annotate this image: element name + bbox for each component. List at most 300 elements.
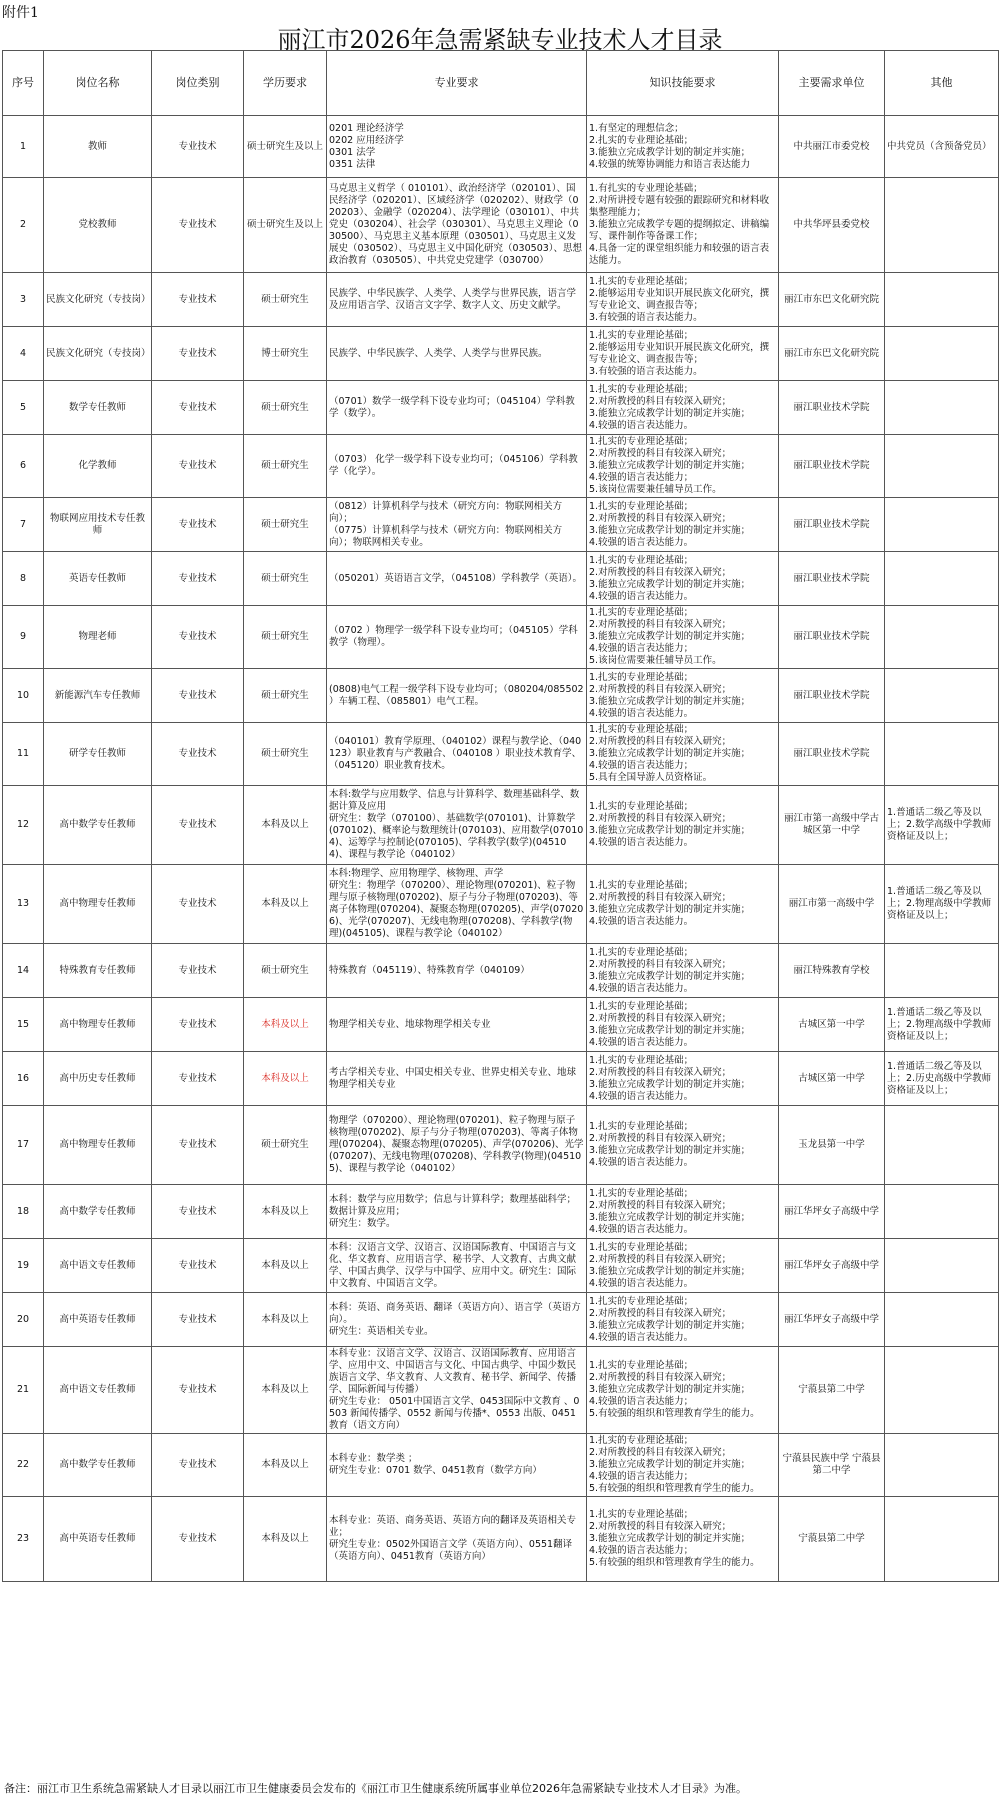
major-requirement [327,1185,587,1239]
major-line: 0201 理论经济学 [329,122,404,134]
position-category: 专业技术 [152,435,244,498]
position-name: 高中语文专任教师 [44,1347,152,1434]
table-row [3,865,999,944]
major-requirement [327,381,587,435]
table-header-row [3,51,999,116]
position-name: 高中语文专任教师 [44,1239,152,1293]
major-line: 研究生专业：0502外国语言文学（英语方向）、0551翻译（英语方向）、0451教育（英语方向） [329,1539,573,1562]
hiring-unit: 丽江职业技术学院 [779,381,885,435]
major-line: （0775）计算机科学与技术（研究方向：物联网相关方向）；物联网相关专业。 [329,524,563,548]
position-name: 高中英语专任教师 [44,1497,152,1582]
major-line: 研究生专业： 0501中国语言文学、0453国际中文教育 、0503 新闻传播学、0552 新闻与传播*、0553 出版、0451教育（语文方向） [329,1396,580,1431]
skill-line: 1.扎实的专业理论基础； [589,1241,694,1253]
skill-line: 1.有扎实的专业理论基础； [589,183,703,194]
education-requirement: 硕士研究生 [244,944,327,998]
education-requirement: 本科及以上 [244,1239,327,1293]
skill-line: 3.能独立完成教学计划的制定并实施； [589,1024,751,1036]
row-number: 19 [3,1239,44,1293]
table-row [3,606,999,669]
position-category: 专业技术 [152,998,244,1052]
skill-line: 4.较强的语言表达能力。 [589,1223,694,1235]
table-row [3,1434,999,1497]
position-name: 高中物理专任教师 [44,865,152,944]
position-name: 民族文化研究（专技岗） [44,273,152,327]
position-category: 专业技术 [152,1293,244,1347]
row-number: 5 [3,381,44,435]
major-requirement [327,944,587,998]
education-requirement: 硕士研究生 [244,273,327,327]
skill-line: 2.对所教授的科目有较深入研究； [589,1307,732,1319]
skill-line: 4.较强的语言表达能力。 [589,1331,694,1343]
page-title: 丽江市2026年急需紧缺专业技术人才目录 [277,26,723,54]
skill-line: 3.能独立完成教学计划的制定并实施； [589,146,751,158]
position-name: 高中英语专任教师 [44,1293,152,1347]
skill-line: 2.对所讲授专题有较强的跟踪研究和材料收集整理能力； [589,195,770,218]
position-name: 特殊教育专任教师 [44,944,152,998]
table-row [3,435,999,498]
hiring-unit: 中共丽江市委党校 [779,116,885,178]
skill-requirement [587,435,779,498]
row-number: 16 [3,1052,44,1106]
skill-line: 1.扎实的专业理论基础； [589,1054,694,1066]
major-line: 0301 法学 [329,146,376,158]
position-category: 专业技术 [152,1185,244,1239]
hiring-unit: 丽江市第一高级中学 [779,865,885,944]
position-category: 专业技术 [152,1239,244,1293]
skill-line: 2.扎实的专业理论基础； [589,134,694,146]
education-requirement: 硕士研究生 [244,606,327,669]
other-requirement [885,606,999,669]
position-name: 研学专任教师 [44,723,152,786]
skill-requirement [587,786,779,865]
major-requirement [327,669,587,723]
skill-line: 4.较强的语言表达能力。 [589,1090,694,1102]
major-line: 本科：英语、商务英语、翻译（英语方向）、语言学（英语方向）。 [329,1301,581,1325]
other-requirement [885,498,999,552]
skill-line: 3.能独立完成教学专题的提纲拟定、讲稿编写、课件制作等备课工作； [589,219,770,242]
hiring-unit: 宁蒗县第二中学 [779,1347,885,1434]
skill-requirement [587,606,779,669]
major-requirement [327,1106,587,1185]
skill-line: 2.对所教授的科目有较深入研究； [589,1066,732,1078]
skill-line: 4.较强的语言表达能力。 [589,1157,694,1168]
table-row [3,498,999,552]
skill-line: 1.扎实的专业理论基础； [589,1509,694,1520]
hiring-unit: 中共华坪县委党校 [779,178,885,273]
major-line: 物理学（070200）、理论物理(070201)、粒子物理与原子核物理(070202)、原子与分子物理(070203)、等离子体物理(070204)、凝聚态物理(070205)、声学(070206)、光学(070207)、无线电物理(070208)、学科教学(物理)(045105)、课程与教学论（040102） [329,1115,584,1174]
hiring-unit: 丽江特殊教育学校 [779,944,885,998]
table-row [3,1497,999,1582]
position-name: 高中数学专任教师 [44,1185,152,1239]
position-category: 专业技术 [152,865,244,944]
education-requirement: 本科及以上 [244,865,327,944]
skill-line: 2.对所教授的科目有较深入研究； [589,512,732,524]
position-name: 高中历史专任教师 [44,1052,152,1106]
header-unit: 主要需求单位 [779,51,885,116]
position-category: 专业技术 [152,1052,244,1106]
hiring-unit: 丽江华坪女子高级中学 [779,1293,885,1347]
other-requirement [885,944,999,998]
major-line: 研究生：物理学（070200）、理论物理(070201)、粒子物理与原子核物理(070202)、原子与分子物理(070203)、等离子体物理(070204)、凝聚态物理(070205)、声学(070206)、光学(070207)、无线电物理(070208)、学科教学(物理)(045105)、课程与教学论（040102） [329,880,584,939]
education-requirement: 本科及以上 [244,1052,327,1106]
position-name: 新能源汽车专任教师 [44,669,152,723]
major-line: 民族学、中华民族学、人类学、人类学与世界民族，语言学及应用语言学、汉语言文字学、数字人文、历史文献学。 [329,287,577,311]
skill-line: 1.扎实的专业理论基础； [589,1121,694,1132]
header-education: 学历要求 [244,51,327,116]
row-number: 20 [3,1293,44,1347]
position-category: 专业技术 [152,944,244,998]
header-skills: 知识技能要求 [587,51,779,116]
skill-line: 2.对所教授的科目有较深入研究； [589,736,732,747]
skill-line: 2.对所教授的科目有较深入研究； [589,619,732,630]
skill-line: 2.对所教授的科目有较深入研究； [589,395,732,407]
table-row [3,178,999,273]
skill-line: 2.对所教授的科目有较深入研究； [589,1012,732,1024]
major-line: 本科专业：汉语言文学、汉语言、汉语国际教育、应用语言学、应用中文、中国语言与文化、中国古典学、中国少数民族语言文学、华文教育、人文教育、秘书学、新闻学、传播学、国际新闻与传播） [329,1348,577,1395]
other-requirement [885,1434,999,1497]
skill-line: 4.较强的语言表达能力； [589,643,694,654]
hiring-unit: 丽江华坪女子高级中学 [779,1185,885,1239]
skill-line: 5.有较强的组织和管理教育学生的能力。 [589,1408,760,1419]
major-line: （0812）计算机科学与技术（研究方向：物联网相关方向）； [329,500,563,524]
skill-line: 1.扎实的专业理论基础； [589,1187,694,1199]
skill-line: 1.扎实的专业理论基础； [589,671,694,683]
position-category: 专业技术 [152,273,244,327]
row-number: 6 [3,435,44,498]
hiring-unit: 丽江职业技术学院 [779,498,885,552]
skill-line: 2.对所教授的科目有较深入研究； [589,1199,732,1211]
header-position-name: 岗位名称 [44,51,152,116]
major-line: 马克思主义哲学（ 010101）、政治经济学（020101）、国民经济学（020201）、区域经济学（020202）、财政学（020203）、金融学（020204）、法学理论（030101）、中共党史（030204）、社会学（030301）、马克思主义理论（030500）、马克思主义基本原理（030501）、马克思主义发展史（030502）、马克思主义中国化研究（030503）、思想政治教育（030505）、中共党史党建学（030700） [329,183,583,266]
major-requirement [327,273,587,327]
skill-line: 4.较强的统筹协调能力和语言表达能力 [589,158,751,170]
position-name: 高中物理专任教师 [44,998,152,1052]
major-line: 物理学相关专业、地球物理学相关专业 [329,1018,491,1030]
skill-line: 3.能独立完成教学计划的制定并实施； [589,904,751,915]
skill-line: 2.能够运用专业知识开展民族文化研究，撰写专业论文、调查报告等； [589,341,770,365]
table-row [3,1239,999,1293]
position-category: 专业技术 [152,1347,244,1434]
major-requirement [327,1239,587,1293]
skill-requirement [587,273,779,327]
skill-requirement [587,669,779,723]
table-row [3,786,999,865]
hiring-unit: 丽江职业技术学院 [779,669,885,723]
hiring-unit: 古城区第一中学 [779,998,885,1052]
skill-line: 3.能独立完成教学计划的制定并实施； [589,631,751,642]
major-requirement [327,1434,587,1497]
major-line: 本科专业：数学类 ； [329,1453,418,1464]
row-number: 17 [3,1106,44,1185]
skill-line: 1.扎实的专业理论基础； [589,1360,694,1371]
skill-line: 3.能独立完成教学计划的制定并实施； [589,1384,751,1395]
skill-line: 1.扎实的专业理论基础； [589,500,694,512]
row-number: 7 [3,498,44,552]
education-requirement: 本科及以上 [244,1347,327,1434]
skill-line: 3.能独立完成教学计划的制定并实施； [589,460,751,471]
major-requirement [327,1347,587,1434]
skill-line: 1.扎实的专业理论基础； [589,1000,694,1012]
major-line: 本科:物理学、应用物理学、核物理、声学 [329,868,504,879]
table-row [3,116,999,178]
skill-line: 3.能独立完成教学计划的制定并实施； [589,748,751,759]
skill-line: 1.扎实的专业理论基础； [589,1435,694,1446]
major-line: 本科：数学与应用数学；信息与计算科学；数理基础科学；数据计算及应用； [329,1193,577,1217]
skill-line: 3.能独立完成教学计划的制定并实施； [589,1459,751,1470]
major-line: （0702 ）物理学一级学科下设专业均可；（045105）学科教学（物理）。 [329,625,578,648]
skill-requirement [587,998,779,1052]
skill-line: 5.有较强的组织和管理教育学生的能力。 [589,1557,760,1568]
skill-requirement [587,498,779,552]
table-row [3,552,999,606]
skill-line: 4.较强的语言表达能力。 [589,536,694,548]
hiring-unit: 丽江市东巴文化研究院 [779,327,885,381]
major-line: （050201）英语语言文学，（045108）学科教学（英语）。 [329,572,583,584]
major-line: 研究生：数学（070100）、基础数学(070101)、计算数学(070102)、概率论与数理统计(070103)、应用数学(070104)、运筹学与控制论(070105)、学科教学(数学)(045104)、课程与教学论（040102） [329,813,584,860]
hiring-unit: 丽江职业技术学院 [779,435,885,498]
skill-line: 4.较强的语言表达能力。 [589,1036,694,1048]
skill-requirement [587,1106,779,1185]
skill-line: 3.能独立完成教学计划的制定并实施； [589,1319,751,1331]
table-row [3,669,999,723]
skill-line: 2.对所教授的科目有较深入研究； [589,892,732,903]
skill-line: 1.扎实的专业理论基础； [589,275,694,287]
position-name: 高中数学专任教师 [44,786,152,865]
skill-line: 2.对所教授的科目有较深入研究； [589,1521,732,1532]
major-requirement [327,116,587,178]
row-number: 21 [3,1347,44,1434]
talent-catalog-table [2,50,999,1582]
other-requirement: 1.普通话二级乙等及以上；2.历史高级中学教师资格证及以上； [885,1052,999,1106]
skill-line: 4.较强的语言表达能力； [589,1396,694,1407]
skill-line: 1.扎实的专业理论基础； [589,724,694,735]
skill-line: 4.较强的语言表达能力； [589,1471,694,1482]
skill-line: 5.该岗位需要兼任辅导员工作。 [589,655,722,666]
table-row [3,327,999,381]
row-number: 15 [3,998,44,1052]
position-name: 英语专任教师 [44,552,152,606]
skill-line: 2.对所教授的科目有较深入研究； [589,813,732,824]
skill-line: 3.能独立完成教学计划的制定并实施； [589,1211,751,1223]
major-requirement [327,1497,587,1582]
skill-requirement [587,178,779,273]
major-line: （0703） 化学一级学科下设专业均可；（045106）学科教学（化学）。 [329,454,578,477]
education-requirement: 硕士研究生 [244,498,327,552]
skill-line: 3.能独立完成教学计划的制定并实施； [589,695,751,707]
major-requirement [327,327,587,381]
education-requirement: 硕士研究生 [244,669,327,723]
skill-line: 2.对所教授的科目有较深入研究； [589,958,732,970]
skill-line: 2.对所教授的科目有较深入研究； [589,1253,732,1265]
position-category: 专业技术 [152,1106,244,1185]
position-category: 专业技术 [152,669,244,723]
position-name: 物理老师 [44,606,152,669]
position-category: 专业技术 [152,116,244,178]
other-requirement [885,1293,999,1347]
position-name: 化学教师 [44,435,152,498]
hiring-unit: 丽江职业技术学院 [779,606,885,669]
hiring-unit: 丽江华坪女子高级中学 [779,1239,885,1293]
hiring-unit: 古城区第一中学 [779,1052,885,1106]
other-requirement [885,1106,999,1185]
table-row [3,998,999,1052]
hiring-unit: 丽江市东巴文化研究院 [779,273,885,327]
row-number: 23 [3,1497,44,1582]
skill-line: 4.较强的语言表达能力； [589,1545,694,1556]
other-requirement [885,327,999,381]
skill-line: 2.对所教授的科目有较深入研究； [589,1133,732,1144]
skill-line: 2.对所教授的科目有较深入研究； [589,1447,732,1458]
major-requirement [327,498,587,552]
position-name: 数学专任教师 [44,381,152,435]
education-requirement: 硕士研究生及以上 [244,116,327,178]
skill-line: 2.对所教授的科目有较深入研究； [589,566,732,578]
skill-line: 1.扎实的专业理论基础； [589,436,694,447]
major-requirement [327,1293,587,1347]
skill-line: 3.能独立完成教学计划的制定并实施； [589,1533,751,1544]
header-other: 其他 [885,51,999,116]
footnote: 备注：丽江市卫生系统急需紧缺人才目录以丽江市卫生健康委员会发布的《丽江市卫生健康系统所属事业单位2026年急需紧缺专业技术人才目录》为准。 [4,1782,747,1795]
row-number: 2 [3,178,44,273]
table-row [3,723,999,786]
skill-line: 2.能够运用专业知识开展民族文化研究，撰写专业论文、调查报告等； [589,287,770,311]
skill-requirement [587,381,779,435]
skill-line: 3.能独立完成教学计划的制定并实施； [589,524,751,536]
major-line: 特殊教育（045119）、特殊教育学（040109） [329,964,530,976]
skill-requirement [587,865,779,944]
skill-line: 2.对所教授的科目有较深入研究； [589,683,732,695]
skill-line: 1.扎实的专业理论基础； [589,329,694,341]
position-name: 教师 [44,116,152,178]
skill-line: 1.扎实的专业理论基础； [589,1295,694,1307]
skill-line: 2.对所教授的科目有较深入研究； [589,448,732,459]
other-requirement: 1.普通话二级乙等及以上；2.物理高级中学教师资格证及以上； [885,865,999,944]
skill-line: 3.能独立完成教学计划的制定并实施； [589,970,751,982]
row-number: 14 [3,944,44,998]
major-requirement [327,606,587,669]
table-row [3,1052,999,1106]
position-category: 专业技术 [152,381,244,435]
skill-line: 4.较强的语言表达能力。 [589,707,694,719]
row-number: 13 [3,865,44,944]
education-requirement: 硕士研究生 [244,552,327,606]
table-row [3,1185,999,1239]
skill-line: 5.该岗位需要兼任辅导员工作。 [589,484,722,495]
other-requirement [885,381,999,435]
major-line: 0351 法律 [329,158,376,170]
skill-line: 4.较强的语言表达能力。 [589,916,694,927]
skill-requirement [587,1239,779,1293]
major-requirement [327,723,587,786]
other-requirement [885,1347,999,1434]
position-category: 专业技术 [152,606,244,669]
skill-line: 3.能独立完成教学计划的制定并实施； [589,407,751,419]
skill-line: 1.扎实的专业理论基础； [589,554,694,566]
major-line: 民族学、中华民族学、人类学、人类学与世界民族。 [329,347,548,359]
skill-requirement [587,1497,779,1582]
major-line: 本科:数学与应用数学、信息与计算科学、数理基础科学、数据计算及应用 [329,789,580,812]
position-category: 专业技术 [152,1434,244,1497]
row-number: 11 [3,723,44,786]
skill-line: 4.较强的语言表达能力。 [589,590,694,602]
education-requirement: 硕士研究生及以上 [244,178,327,273]
position-category: 专业技术 [152,178,244,273]
skill-requirement [587,327,779,381]
hiring-unit: 丽江职业技术学院 [779,552,885,606]
position-name: 民族文化研究（专技岗） [44,327,152,381]
row-number: 22 [3,1434,44,1497]
table-row [3,1293,999,1347]
skill-line: 1.扎实的专业理论基础； [589,607,694,618]
major-line: (0808)电气工程一级学科下设专业均可；（080204/085502 ）车辆工程、（085801）电气工程。 [329,683,584,707]
row-number: 4 [3,327,44,381]
skill-line: 3.有较强的语言表达能力。 [589,365,703,377]
other-requirement [885,273,999,327]
skill-line: 3.能独立完成教学计划的制定并实施； [589,1145,751,1156]
skill-line: 4.较强的语言表达能力。 [589,837,694,848]
position-name: 高中物理专任教师 [44,1106,152,1185]
table-row [3,944,999,998]
skill-line: 4.较强的语言表达能力。 [589,1277,694,1289]
skill-line: 3.有较强的语言表达能力。 [589,311,703,323]
hiring-unit: 宁蒗县第二中学 [779,1497,885,1582]
major-line: 研究生：英语相关专业。 [329,1325,434,1337]
skill-line: 4.具备一定的课堂组织能力和较强的语言表达能力。 [589,243,770,266]
hiring-unit: 玉龙县第一中学 [779,1106,885,1185]
position-name: 物联网应用技术专任教师 [44,498,152,552]
education-requirement: 本科及以上 [244,1185,327,1239]
row-number: 12 [3,786,44,865]
other-requirement [885,552,999,606]
education-requirement: 硕士研究生 [244,381,327,435]
major-line: 本科专业：英语、商务英语、英语方向的翻译及英语相关专业； [329,1515,577,1538]
skill-requirement [587,1293,779,1347]
major-line: （040101）教育学原理、（040102）课程与教学论、（040123）职业教育与产教融合、（040108 ）职业技术教育学、（045120）职业教育技术。 [329,736,582,771]
other-requirement: 中共党员（含预备党员） [885,116,999,178]
major-requirement [327,178,587,273]
major-requirement [327,865,587,944]
skill-line: 3.能独立完成教学计划的制定并实施； [589,1078,751,1090]
skill-line: 1.扎实的专业理论基础； [589,880,694,891]
attachment-label: 附件1 [2,5,39,21]
major-line: 研究生专业：0701 数学、0451教育（数学方向） [329,1465,542,1476]
skill-line: 3.能独立完成教学计划的制定并实施； [589,578,751,590]
education-requirement: 本科及以上 [244,786,327,865]
major-requirement [327,1052,587,1106]
major-requirement [327,435,587,498]
skill-line: 4.较强的语言表达能力。 [589,419,694,431]
skill-line: 1.扎实的专业理论基础； [589,383,694,395]
other-requirement: 1.普通话二级乙等及以上；2.物理高级中学教师资格证及以上； [885,998,999,1052]
skill-line: 3.能独立完成教学计划的制定并实施； [589,825,751,836]
table-row [3,1106,999,1185]
position-category: 专业技术 [152,723,244,786]
other-requirement [885,1497,999,1582]
other-requirement [885,1239,999,1293]
row-number: 1 [3,116,44,178]
position-category: 专业技术 [152,552,244,606]
education-requirement: 本科及以上 [244,1293,327,1347]
table-row [3,273,999,327]
other-requirement: 1.普通话二级乙等及以上；2.数学高级中学教师资格证及以上； [885,786,999,865]
major-requirement [327,552,587,606]
skill-line: 4.较强的语言表达能力； [589,472,694,483]
major-line: 研究生：数学。 [329,1217,396,1229]
major-requirement [327,786,587,865]
skill-requirement [587,116,779,178]
position-category: 专业技术 [152,327,244,381]
table-row [3,381,999,435]
